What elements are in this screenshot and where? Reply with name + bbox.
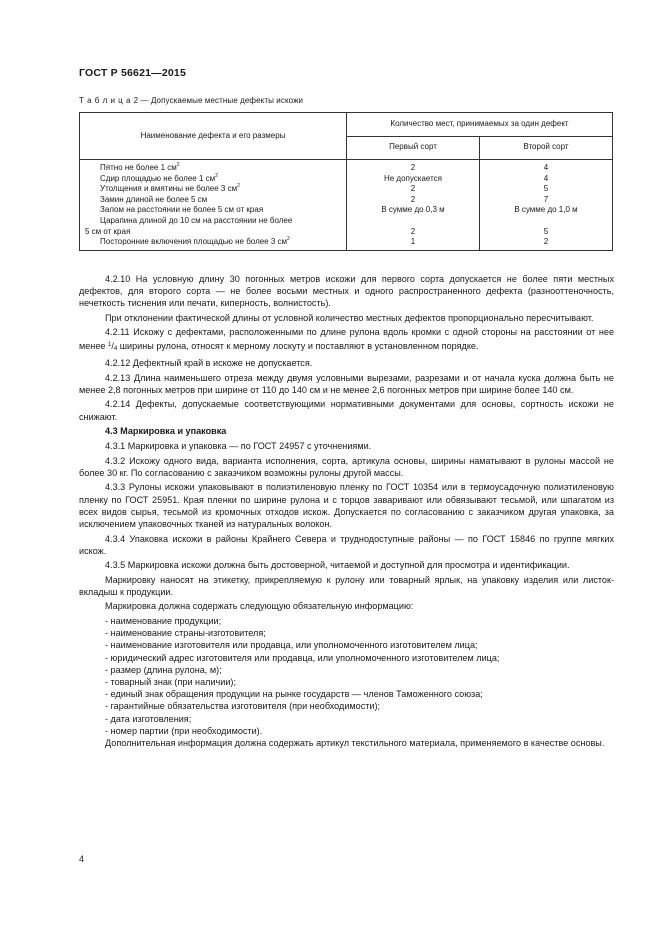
- paragraph-4-3-1: 4.3.1 Маркировка и упаковка — по ГОСТ 24957 с уточнениями.: [105, 441, 372, 452]
- defect-name: Посторонние включения площадью не более 3 $см^2$: [100, 236, 290, 247]
- paragraph-4-3-5-c: Маркировка должна содержать следующую обязательную информацию:: [105, 601, 414, 612]
- paragraph-4-2-10-b: При отклонении фактической длины от условной количество местных дефектов пропорционально пересчитывают.: [105, 312, 594, 323]
- defect-names-cell: [80, 160, 347, 251]
- first-grade-cell: [347, 160, 480, 251]
- list-item: - номер партии (при необходимости).: [105, 725, 263, 736]
- second-grade-value: 5: [543, 226, 549, 236]
- table-caption: [79, 96, 303, 105]
- list-item: - наименование изготовителя или продавца, или уполномоченного изготовителем лица;: [105, 640, 478, 651]
- second-grade-value: 4: [543, 173, 549, 183]
- paragraph-4-3-5: 4.3.5 Маркировка искожи должна быть достоверной, читаемой и доступной для просмотра и идентификации.: [105, 560, 570, 571]
- first-grade-value: Не допускается: [383, 173, 443, 183]
- list-item: - наименование продукции;: [105, 615, 222, 626]
- defect-name: Царапина длиной до 10 см на расстоянии не более 5 см от края: [85, 215, 293, 236]
- first-grade-value: 2: [410, 194, 416, 204]
- list-item: - единый знак обращения продукции на рынке государств — членов Таможенного союза;: [105, 689, 483, 700]
- defect-name: Утолщения и вмятины не более 3 $см^2$: [100, 183, 240, 194]
- first-grade-value: 2: [410, 226, 416, 236]
- defect-name: Залом на расстоянии не более 5 см от края: [100, 205, 264, 215]
- second-grade-value: 7: [543, 194, 549, 204]
- document-body: [79, 273, 614, 751]
- first-grade-value: 1: [410, 237, 416, 247]
- list-item: - гарантийные обязательства изготовителя (при необходимости);: [105, 701, 381, 712]
- second-grade-value: 4: [543, 163, 549, 172]
- table-caption-title: 2 — Допускаемые местные дефекты искожи: [133, 96, 304, 105]
- header-quantity: Количество мест, принимаемых за один дефект: [347, 113, 613, 137]
- section-heading-4-3: 4.3 Маркировка и упаковка: [105, 426, 227, 437]
- paragraph-4-2-14: 4.2.14 Дефекты, допускаемые соответствующими нормативными документами для основы, сортность искожи не снижают.: [79, 399, 614, 422]
- table-body-row: [80, 160, 613, 251]
- defect-name: Сдир площадью не более 1 $см^2$: [100, 172, 218, 183]
- list-item: - размер (длина рулона, м);: [105, 664, 222, 675]
- list-item: - юридический адрес изготовителя или продавца, или уполномоченного изготовителем лица;: [105, 652, 500, 663]
- paragraph-4-2-13: 4.2.13 Длина наименьшего отреза между двумя условными вырезами, разрезами и от начала куска должна быть не менее 2,8 погонных метров при ширине от 110 до 140 см и не менее 2,6 погонных метров при ширине более 140 см.: [79, 372, 614, 395]
- paragraph-4-3-2: 4.3.2 Искожу одного вида, варианта исполнения, сорта, артикула основы, ширины наматывают в рулоны массой не более 30 кг. По согласованию с заказчиком возможны рулоны другой массы.: [79, 455, 614, 478]
- second-grade-value: В сумме до 1,0 м: [514, 205, 578, 215]
- paragraph-4-2-11: 4.2.11 Искожу с дефектами, расположенными по длине рулона вдоль кромки с одной стороны на расстоянии от нее менее $^1$/4 ширины рулона, относят к мерному лоскуту и поставляют в установленном порядке.: [79, 327, 614, 352]
- paragraph-additional-info: Дополнительная информация должна содержать артикул текстильного материала, применяемого в качестве основы.: [105, 737, 605, 748]
- second-grade-cell: [480, 160, 613, 251]
- table-caption-prefix: Т а б л и ц а: [79, 96, 131, 105]
- paragraph-4-3-5-b: Маркировку наносят на этикетку, прикрепляемую к рулону или товарный ярлык, на упаковку изделия или листок-вкладыш к продукции.: [79, 574, 614, 597]
- document-header: ГОСТ Р 56621—2015: [79, 67, 187, 79]
- paragraph-4-2-10: 4.2.10 На условную длину 30 погонных метров искожи для первого сорта допускается не более пяти местных дефектов, для второго сорта — не более восьми местных и одного распространенного дефекта (разнооттеночность, нечеткость тиснения или печати, киперность, волнистость).: [79, 274, 614, 309]
- defect-name: Замин длиной не более 5 см: [100, 194, 208, 204]
- first-grade-value: 2: [410, 184, 416, 194]
- page-number: 4: [79, 854, 85, 864]
- header-first-grade: Первый сорт: [347, 136, 480, 160]
- second-grade-value: 5: [543, 184, 549, 194]
- first-grade-value: 2: [410, 163, 416, 172]
- header-defect-name: Наименование дефекта и его размеры: [80, 113, 347, 160]
- first-grade-value: В сумме до 0,3 м: [381, 205, 445, 215]
- paragraph-4-3-4: 4.3.4 Упаковка искожи в районы Крайнего Севера и труднодоступные районы — по ГОСТ 15846 по группе мягких искож.: [79, 533, 614, 556]
- header-second-grade: Второй сорт: [480, 136, 613, 160]
- list-item: - наименование страны-изготовителя;: [105, 628, 266, 639]
- list-item: - товарный знак (при наличии);: [105, 676, 236, 687]
- defect-name: Пятно не более 1 $см^2$: [100, 162, 180, 172]
- second-grade-value: 2: [543, 237, 549, 247]
- paragraph-4-2-12: 4.2.12 Дефектный край в искоже не допускается.: [105, 358, 313, 369]
- list-item: - дата изготовления;: [105, 713, 192, 724]
- defects-table: [79, 112, 613, 251]
- paragraph-4-3-3: 4.3.3 Рулоны искожи упаковывают в полиэтиленовую пленку по ГОСТ 10354 или в термоусадочную полиэтиленовую пленку по ГОСТ 25951. Края пленки по ширине рулона и с торцов заваривают или обвязывают тесьмой, или шпагатом из всех видов сырья, тесьмой из кромочных отходов искож. Допускается по согласованию с заказчиком другая упаковка, за исключением упаковочных тканей из натуральных волокон.: [79, 482, 614, 530]
